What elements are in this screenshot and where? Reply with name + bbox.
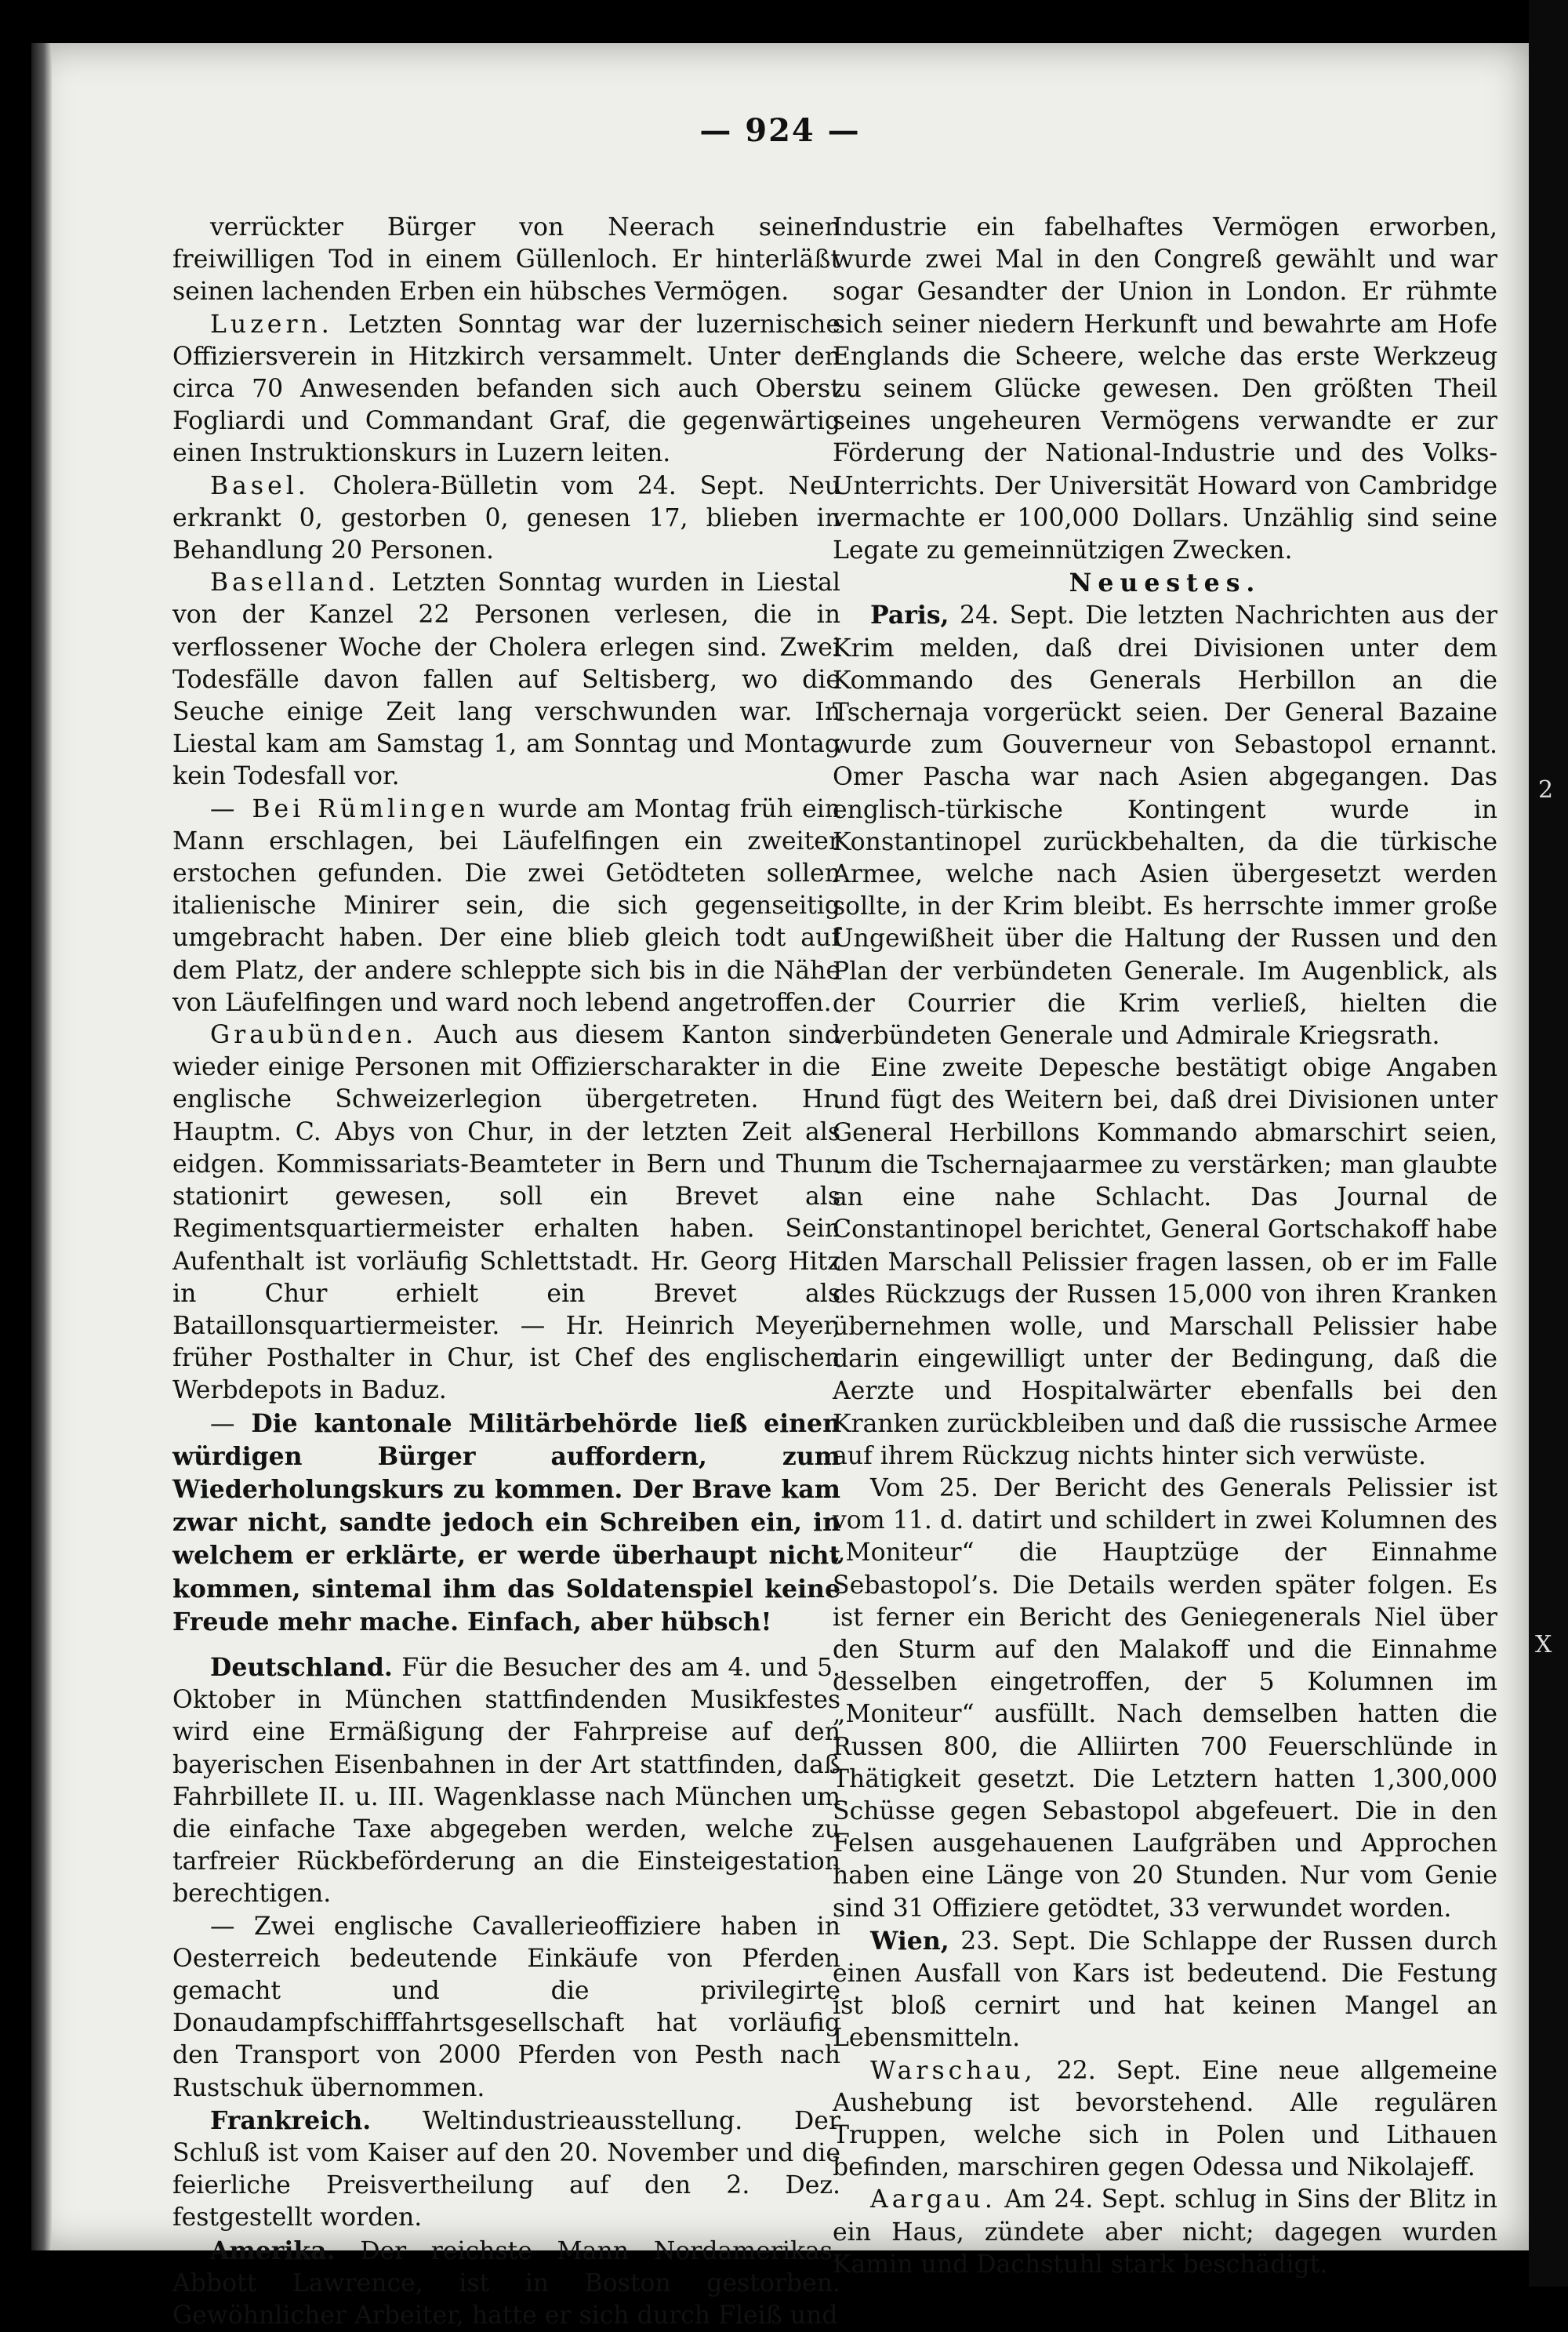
article-paragraph [172, 212, 840, 309]
paragraph-lead: Aargau. [870, 2185, 996, 2214]
article-paragraph [172, 1911, 840, 2105]
article-paragraph [833, 212, 1497, 567]
section-gap [172, 1639, 840, 1651]
section-heading: Neuestes. [1069, 568, 1261, 598]
paragraph-body: Für die Besucher des am 4. und 5. Oktober in München stattfindenden Musikfestes wird eine Ermäßigung der Fahrpreise auf den bayerischen Eisenbahnen in der Art stattfinden, daß Fahrbillete II. u. III. Wagenklasse nach München um die einfache Taxe abgegeben werden, welche zu tarfreier Rückbeförderung an die Einsteigestation berechtigen. [172, 1653, 840, 1909]
article-paragraph [172, 1408, 840, 1639]
paragraph-body: Die kantonale Militärbehörde ließ einen würdigen Bürger auffordern, zum Wiederholungskurs zu kommen. Der Brave kam zwar nicht, sandte jedoch ein Schreiben ein, in welchem er erklärte, er werde überhaupt nicht kommen, sintemal ihm das Soldatenspiel keine Freude mehr mache. Einfach, aber hübsch! [172, 1408, 840, 1636]
article-paragraph [833, 2184, 1497, 2281]
page-binding-edge [31, 43, 52, 2250]
paragraph-body: zweite Depesche bestätigt obige Angaben und fügt des Weitern bei, daß drei Divisionen unter General Herbillons Kommando abmarschirt seien, um die Tschernajaarmee zu verstärken; man glaubte an eine nahe Schlacht. Das Journal de Constantinopel berichtet, General Gortschakoff habe den Marschall Pelissier fragen lassen, ob er im Falle des Rückzugs der Russen 15,000 von ihren Kranken übernehmen wolle, und Marschall Pelissier habe darin eingewilligt unter der Bedingung, daß die Aerzte und Hospitalwärter ebenfalls bei den Kranken zurückbleiben und daß die russische Armee auf ihrem Rückzug nichts hinter sich verwüste. [833, 1054, 1497, 1470]
paragraph-body: Der reichste Mann Nordamerikas, Abbott Lawrence, ist in Boston gestorben. Gewöhnlicher Arbeiter, hatte er sich durch Fleiß und [172, 2236, 840, 2330]
paragraph-lead: Deutschland. [210, 1652, 393, 1682]
page-number: — 924 — [699, 112, 861, 149]
paragraph-lead: — [210, 1912, 235, 1941]
paragraph-lead: Basel. [210, 471, 310, 500]
paragraph-body: wurde am Montag früh ein Mann erschlagen, bei Läufelfingen ein zweiter erstochen gefunden. Die zwei Getödteten sollen italienische Minirer sein, die sich gegenseitig umgebracht haben. Der eine blieb gleich todt auf dem Platz, der andere schleppte sich bis in die Nähe von Läufelfingen und ward noch lebend angetroffen. [172, 794, 840, 1017]
paragraph-body: Der Bericht des Generals Pelissier ist vom 11. d. datirt und schildert in zwei Kolumnen des „Moniteur“ die Hauptzüge der Einnahme Sebastopol’s. Die Details werden später folgen. Es ist ferner ein Bericht des Geniegenerals Niel über den Sturm auf den Malakoff und die Einnahme desselben eingetroffen, der 5 Kolumnen im „Moniteur“ ausfüllt. Nach demselben hatten die Russen 800, die Alliirten 700 Feuerschlünde in Thätigkeit gesetzt. Die Letztern hatten 1,300,000 Schüsse gegen Sebastopol abgefeuert. Die in den Felsen ausgehauenen Laufgräben und Approchen haben eine Länge von 20 Stunden. Nur vom Genie sind 31 Offiziere getödtet, 33 verwundet worden. [833, 1473, 1497, 1923]
article-paragraph [172, 470, 840, 568]
paragraph-body: Zwei englische Cavallerieoffiziere haben in Oesterreich bedeutende Einkäufe von Pferden gemacht und die privilegirte Donaudampfschifffahrtsgesellschaft hat vorläufig den Transport von 2000 Pferden von Pesth nach Rustschuk übernommen. [172, 1912, 840, 2102]
paragraph-body: 23. Sept. Die Schlappe der Russen durch einen Ausfall von Kars ist bedeutend. Die Festung ist bloß cernirt und hat keinen Mangel an Lebensmitteln. [833, 1927, 1497, 2053]
paragraph-lead: — [210, 1409, 235, 1438]
paragraph-lead: Graubünden. [210, 1021, 418, 1050]
paragraph-body: Cholera-Bülletin vom 24. Sept. Neu erkrankt 0, gestorben 0, genesen 17, blieben in Behandlung 20 Personen. [172, 471, 840, 565]
paragraph-lead: Vom 25. [870, 1473, 978, 1502]
article-paragraph [172, 1019, 840, 1407]
paragraph-lead: Wien, [870, 1926, 949, 1956]
paragraph-body: 22. Sept. Eine neue allgemeine Aushebung ist bevorstehend. Alle regulären Truppen, welche sich in Polen und Lithauen befinden, marschiren gegen Odessa und Nikolajeff. [833, 2056, 1497, 2182]
article-paragraph [172, 567, 840, 793]
paragraph-body: Industrie ein fabelhaftes Vermögen erworben, wurde zwei Mal in den Congreß gewählt und war sogar Gesandter der Union in London. Er rühmte sich seiner niedern Herkunft und bewahrte am Hofe Englands die Scheere, welche das erste Werkzeug zu seinem Glücke gewesen. Den größten Theil seines ungeheuren Vermögens verwandte er zur Förderung der National-Industrie und des Volks-Unterrichts. Der Universität Howard von Cambridge vermachte er 100,000 Dollars. Unzählig sind seine Legate zu gemeinnützigen Zwecken. [833, 213, 1497, 565]
paragraph-lead: Paris, [870, 601, 949, 630]
adjacent-page-fragment: 2 [1538, 776, 1554, 804]
article-paragraph [833, 1473, 1497, 1925]
article-paragraph [172, 1651, 840, 1911]
paragraph-body: verrückter Bürger von Neerach seinen freiwilligen Tod in einem Güllenloch. Er hinterläßt seinen lachenden Erben ein hübsches Vermögen. [172, 213, 840, 307]
newspaper-page [31, 43, 1529, 2330]
article-paragraph [833, 2055, 1497, 2185]
article-paragraph [172, 794, 840, 1019]
paragraph-lead: Warschau, [870, 2056, 1036, 2085]
paragraph-lead: Luzern. [210, 310, 333, 339]
article-paragraph [833, 599, 1497, 1052]
left-column [172, 212, 840, 2332]
paragraph-body: Am 24. Sept. schlug in Sins der Blitz in ein Haus, zündete aber nicht; dagegen wurden Kamin und Dachstuhl stark beschädigt. [833, 2185, 1497, 2279]
paragraph-lead: — Bei Rümlingen [210, 794, 489, 823]
paragraph-body: Letzten Sonntag wurden in Liestal von der Kanzel 22 Personen verlesen, die in verflossener Woche der Cholera erlegen sind. Zwei Todesfälle davon fallen auf Seltisberg, wo die Seuche einige Zeit lang verschwunden war. In Liestal kam am Samstag 1, am Sonntag und Montag kein Todesfall vor. [172, 568, 840, 791]
article-paragraph [172, 309, 840, 470]
paragraph-lead: Baselland. [210, 568, 380, 598]
adjacent-page-fragment: X [1535, 1631, 1552, 1658]
paragraph-body: 24. Sept. Die letzten Nachrichten aus der Krim melden, daß drei Divisionen unter dem Kommando des Generals Herbillon an die Tschernaja vorgerückt seien. Der General Bazaine wurde zum Gouverneur von Sebastopol ernannt. Omer Pascha war nach Asien abgegangen. Das englisch-türkische Kontingent wurde in Konstantinopel zurückbehalten, da die türkische Armee, welche nach Asien übergesetzt werden sollte, in der Krim bleibt. Es herrschte immer große Ungewißheit über die Haltung der Russen und den Plan der verbündeten Generale. Im Augenblick, als der Courrier die Krim verließ, hielten die verbündeten Generale und Admirale Kriegsrath. [833, 601, 1497, 1051]
paragraph-lead: Amerika. [210, 2236, 336, 2265]
article-paragraph [172, 2235, 840, 2332]
right-column [833, 212, 1497, 2281]
paragraph-body: Weltindustrieausstellung. Der Schluß ist vom Kaiser auf den 20. November und die feierliche Preisvertheilung auf den 2. Dez. festgestellt worden. [172, 2106, 840, 2232]
paragraph-body: Letzten Sonntag war der luzernische Offiziersverein in Hitzkirch versammelt. Unter den circa 70 Anwesenden befanden sich auch Oberst Fogliardi und Commandant Graf, die gegenwärtig einen Instruktionskurs in Luzern leiten. [172, 310, 840, 468]
paragraph-lead: Frankreich. [210, 2105, 372, 2135]
paragraph-body: Auch aus diesem Kanton sind wieder einige Personen mit Offizierscharakter in die englische Schweizerlegion übergetreten. Hr. Hauptm. C. Abys von Chur, in der letzten Zeit als eidgen. Kommissariats-Beamteter in Bern und Thun stationirt gewesen, soll ein Brevet als Regimentsquartiermeister erhalten haben. Sein Aufenthalt ist vorläufig Schlettstadt. Hr. Georg Hitz in Chur erhielt ein Brevet als Bataillonsquartiermeister. — Hr. Heinrich Meyer, früher Posthalter in Chur, ist Chef des englischen Werbdepots in Baduz. [172, 1021, 840, 1405]
article-paragraph [833, 1925, 1497, 2055]
paragraph-lead: Eine [870, 1054, 927, 1083]
article-paragraph [172, 2105, 840, 2235]
adjacent-page-strip [1529, 0, 1568, 2287]
article-paragraph [833, 1052, 1497, 1473]
